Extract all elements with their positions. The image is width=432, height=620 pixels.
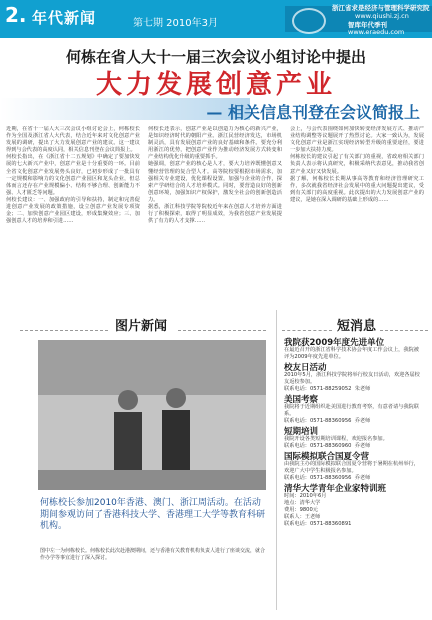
issue-label: 第七期 2010年3月 xyxy=(133,18,218,29)
article-column-2 xyxy=(148,126,282,306)
headline-line1: 何栋在省人大十一届三次会议小组讨论中提出 xyxy=(65,48,366,66)
picture-news-title: 图片新闻 xyxy=(115,319,168,334)
magazine-name: 智库年代季刊 xyxy=(348,21,387,29)
photo-note: 图中左一为何栋校长。何栋校长此次赴港澳期间，还与香港有关教育机构负责人进行了座谈交流，就合作办学等事宜进行了深入探讨。 xyxy=(40,548,266,561)
column-divider xyxy=(276,310,277,610)
news-item xyxy=(284,340,424,361)
divider xyxy=(282,330,332,331)
news-item-body: 我院开设各类短期培训课程，欢迎报名参加。 联系电话：0571-88360960 乔老师 xyxy=(284,436,388,449)
news-item-title: 国际模拟联合国夏令营 xyxy=(284,452,370,462)
news-item xyxy=(284,454,424,482)
short-news-title: 短消息 xyxy=(337,319,377,334)
article-column-3 xyxy=(290,126,424,306)
divider xyxy=(380,330,428,331)
section-title: 年代新闻 xyxy=(32,9,97,27)
headline-sub: — 相关信息刊登在会议简报上 xyxy=(206,103,420,122)
news-item xyxy=(284,486,424,528)
news-item xyxy=(284,365,424,393)
divider xyxy=(178,330,266,331)
news-item-body: 我院将于近期组织赴美国进行教育考察，有意者请与我院联系。 联系电话：0571-88360956 乔老师 xyxy=(284,404,419,424)
website-2: www.eraedu.com xyxy=(348,28,405,36)
news-item-body: 由我院主办的国际模拟联合国夏令营将于暑期在杭州举行，欢迎广大中学生积极报名参加。 联系电话：0571-88360956 乔老师 xyxy=(284,461,419,481)
news-item xyxy=(284,397,424,425)
short-news-list xyxy=(284,336,424,528)
photo-caption: 何栋校长参加2010年香港、澳门、浙江周活动。在活动期间参观访问了香港科技大学、香港理工大学等教育科研机构。 xyxy=(40,498,266,531)
headline-main: 大力发展创意产业 xyxy=(95,70,336,100)
article-text-3: 会上，与会代表围绕如何加快转变经济发展方式、推动产业结构调整等议题展开了热烈讨论。大家一致认为，发展文化创意产业是浙江实现经济转型升级的重要途径，要进一步加大扶持力度。 何栋校长的建议引起了有关部门的重视，省政府相关部门负责人表示将认真研究，积极采纳代表意见，推动我省创意产业又好又快发展。 据了解，何栋校长长期从事高等教育和经济管理研究工作，多次就我省经济社会发展中的重大问题提出建议，受到有关部门的高度重视。此次提出的大力发展创意产业的建议，是她在深入调研的基础上形成的…… xyxy=(290,126,424,203)
article-text-1: 近期，在省十一届人大三次会议小组讨论会上，何栋校长作为全国及浙江省人大代表，结合近年来对文化创意产业发展的调研，提出了大力发展创意产业的建议。这一建议得到与会代表的高度认同，相关信息刊登在会议简报上。 何校长指出，在《浙江省十二五规划》中确定了要加快发展的七大新兴产业中，创意产业是十分重要的一环。目前全省文化创意产业发展势头良好，已初步形成了一批具有一定规模和影响力的文化创意产业园区和龙头企业，但总体而言还存在产业规模偏小、结构不够合理、创新能力不强、人才匮乏等问题。 何校长建议：一、加强政府的引导和扶持，制定和完善促进创意产业发展的政策措施，设立创意产业发展专项资金；二、加快创意产业园区建设，形成集聚效应；三、加强创意人才的培养和引进…… xyxy=(6,126,140,225)
news-item xyxy=(284,429,424,450)
news-item-title: 我院获2009年度先进单位 xyxy=(284,338,385,348)
news-item-body: 时间：2010年6月 地点：清华大学 费用：9800元 联系人：王老师 联系电话：0571-88360891 xyxy=(284,493,352,527)
article-text-2: 何校长还表示，创意产业是以创造力为核心的新兴产业，是知识经济时代的朝阳产业。浙江民营经济发达，市场机制灵活，具有发展创意产业的良好基础和条件。要充分利用浙江的优势，把创意产业作为推动经济发展方式转变和产业结构优化升级的重要抓手。 她强调，创意产业的核心是人才，要大力培养既懂创意又懂经营管理的复合型人才。高等院校要根据市场需求，加强相关专业建设，优化课程设置，加强与企业的合作，探索产学研结合的人才培养模式。同时，要营造良好的创新创意环境，加强知识产权保护，激发全社会的创新创造活力。 据悉，浙江科技学院等院校近年来在创意人才培养方面进行了积极探索，取得了明显成效，为我省创意产业发展提供了有力的人才支撑…… xyxy=(148,126,282,225)
article-column-1 xyxy=(6,126,140,306)
news-item-title: 清华大学青年企业家特训班 xyxy=(284,484,387,494)
divider xyxy=(20,330,108,331)
news-item-body: 在最近召开的浙江省科学技术协会年度工作会议上，我院被评为2009年度先进单位。 xyxy=(284,347,419,360)
organization-name: 浙江省求是经济与管理科学研究院 xyxy=(332,4,430,12)
section-number: 2. xyxy=(5,3,27,27)
page-header xyxy=(0,0,432,38)
website-1: www.qiushi.zj.cn xyxy=(355,12,409,20)
logo-emblem-icon xyxy=(292,8,326,34)
news-item-body: 2010年5月，浙江科技学院将举行校友日活动，欢迎各届校友返校参加。 联系电话：0571-88259052 朱老师 xyxy=(284,372,420,392)
news-item-title: 短期培训 xyxy=(284,427,319,437)
news-item-title: 校友日活动 xyxy=(284,363,327,373)
news-photo xyxy=(38,340,266,490)
news-item-title: 美国考察 xyxy=(284,395,319,405)
